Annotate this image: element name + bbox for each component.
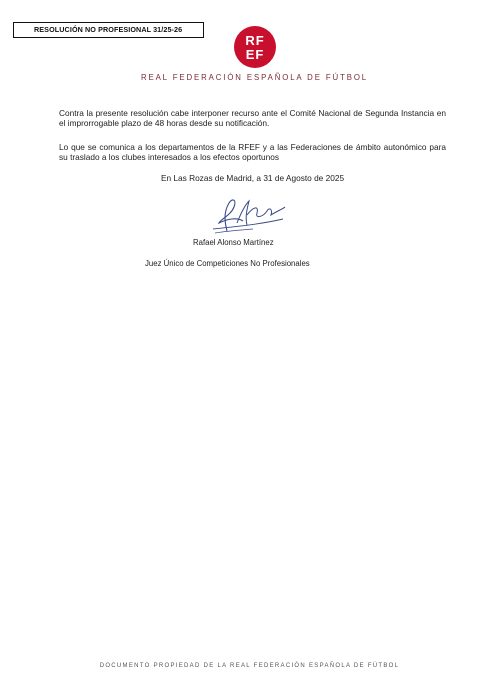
handwritten-signature [207,193,287,235]
document-footer: DOCUMENTO PROPIEDAD DE LA REAL FEDERACIÓN ESPAÑOLA DE FÚTBOL [99,663,400,669]
appeal-paragraph: Contra la presente resolución cabe interponer recurso ante el Comité Nacional de Segunda Instancia en el improrrogable plazo de 48 horas desde su notificación. [59,108,446,129]
signer-name: Rafael Alonso Martínez [193,238,274,247]
organization-name: REAL FEDERACIÓN ESPAÑOLA DE FÚTBOL [140,73,369,82]
logo-line2: EF [245,47,265,62]
logo-line1: RF [245,33,265,48]
place-date-line: En Las Rozas de Madrid, a 31 de Agosto de 2025 [160,173,345,183]
signer-role: Juez Único de Competiciones No Profesionales [145,259,310,268]
communication-paragraph: Lo que se comunica a los departamentos de la RFEF y a las Federaciones de ámbito autonómico para su traslado a los clubes interesados a los efectos oportunos [59,142,446,163]
rfef-logo [233,25,277,69]
resolution-number-box: RESOLUCIÓN NO PROFESIONAL 31/25-26 [13,22,204,38]
